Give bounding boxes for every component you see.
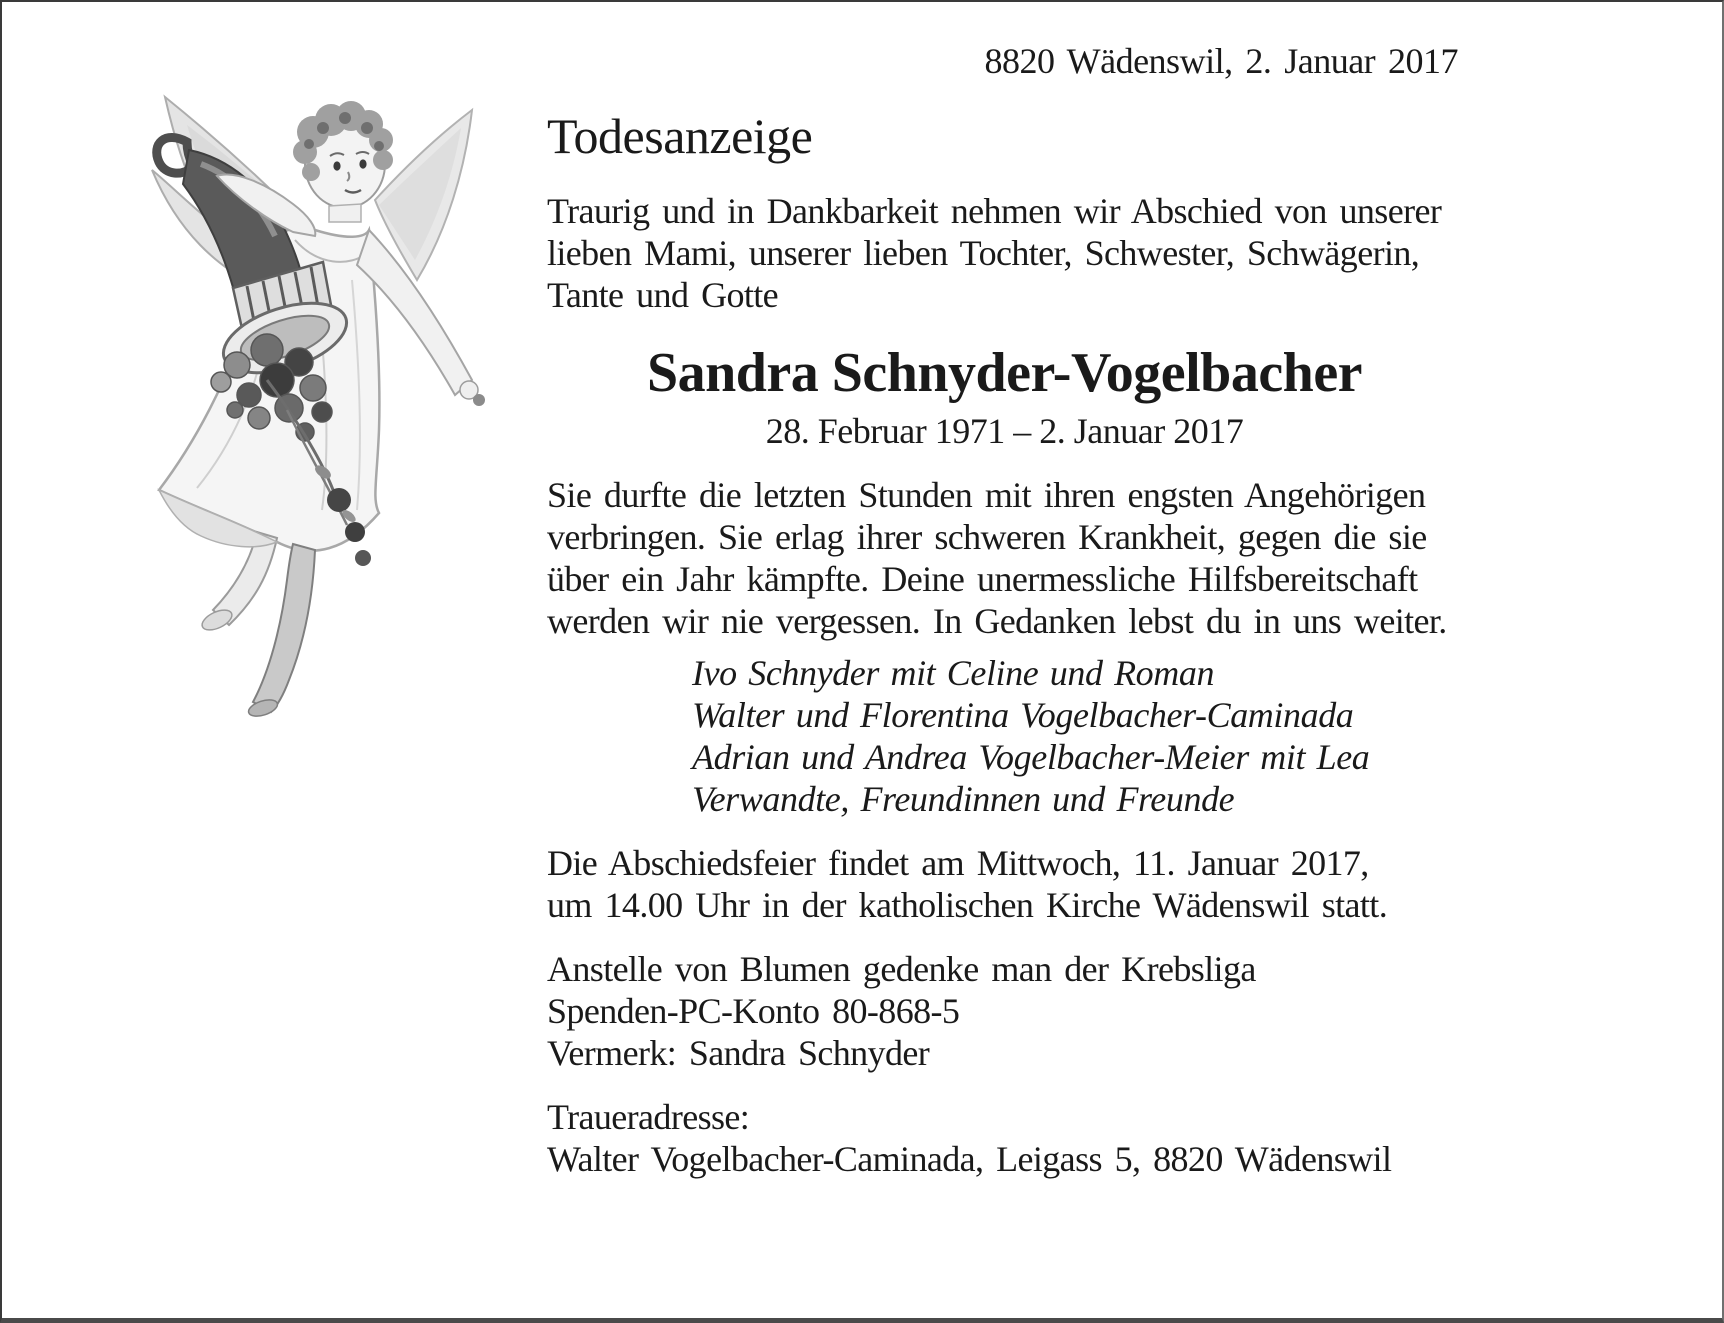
donation-line: Vermerk: Sandra Schnyder: [547, 1033, 930, 1073]
intro-line: lieben Mami, unserer lieben Tochter, Schwester, Schwägerin,: [547, 233, 1420, 273]
donations-paragraph: [547, 948, 1462, 1074]
angel-with-cornucopia-icon: [117, 80, 517, 720]
mourner-line: Ivo Schnyder mit Celine und Roman: [692, 653, 1215, 693]
eulogy-paragraph: [547, 474, 1462, 642]
mourner-line: Adrian und Andrea Vogelbacher-Meier mit Lea: [692, 737, 1370, 777]
mourning-address-label: Traueradresse:: [547, 1097, 750, 1137]
mourning-address-line: Walter Vogelbacher-Caminada, Leigass 5, 8820 Wädenswil: [547, 1139, 1392, 1179]
mourner-line: Verwandte, Freundinnen und Freunde: [692, 779, 1235, 819]
service-paragraph: [547, 842, 1462, 926]
eulogy-line: werden wir nie vergessen. In Gedanken lebst du in uns weiter.: [547, 601, 1447, 641]
mourning-address-block: [547, 1096, 1462, 1180]
dateline: 8820 Wädenswil, 2. Januar 2017: [984, 41, 1458, 81]
service-line: Die Abschiedsfeier findet am Mittwoch, 11. Januar 2017,: [547, 843, 1369, 883]
life-dates: 28. Februar 1971 – 2. Januar 2017: [765, 411, 1244, 451]
intro-line: Tante und Gotte: [547, 275, 779, 315]
intro-line: Traurig und in Dankbarkeit nehmen wir Abschied von unserer: [547, 191, 1442, 231]
mourners-list: [547, 652, 1462, 820]
service-line: um 14.00 Uhr in der katholischen Kirche Wädenswil statt.: [547, 885, 1388, 925]
donation-line: Anstelle von Blumen gedenke man der Krebsliga: [547, 949, 1256, 989]
deceased-name: Sandra Schnyder-Vogelbacher: [646, 342, 1363, 404]
mourner-line: Walter und Florentina Vogelbacher-Caminada: [692, 695, 1354, 735]
donation-line: Spenden-PC-Konto 80-868-5: [547, 991, 960, 1031]
notice-title: Todesanzeige: [547, 108, 813, 164]
eulogy-line: Sie durfte die letzten Stunden mit ihren engsten Angehörigen: [547, 475, 1426, 515]
eulogy-line: verbringen. Sie erlag ihrer schweren Krankheit, gegen die sie: [547, 517, 1427, 557]
eulogy-line: über ein Jahr kämpfte. Deine unermessliche Hilfsbereitschaft: [547, 559, 1418, 599]
notice-text-column: [547, 108, 1462, 1180]
intro-paragraph: [547, 190, 1462, 316]
angel-illustration: [117, 80, 517, 720]
